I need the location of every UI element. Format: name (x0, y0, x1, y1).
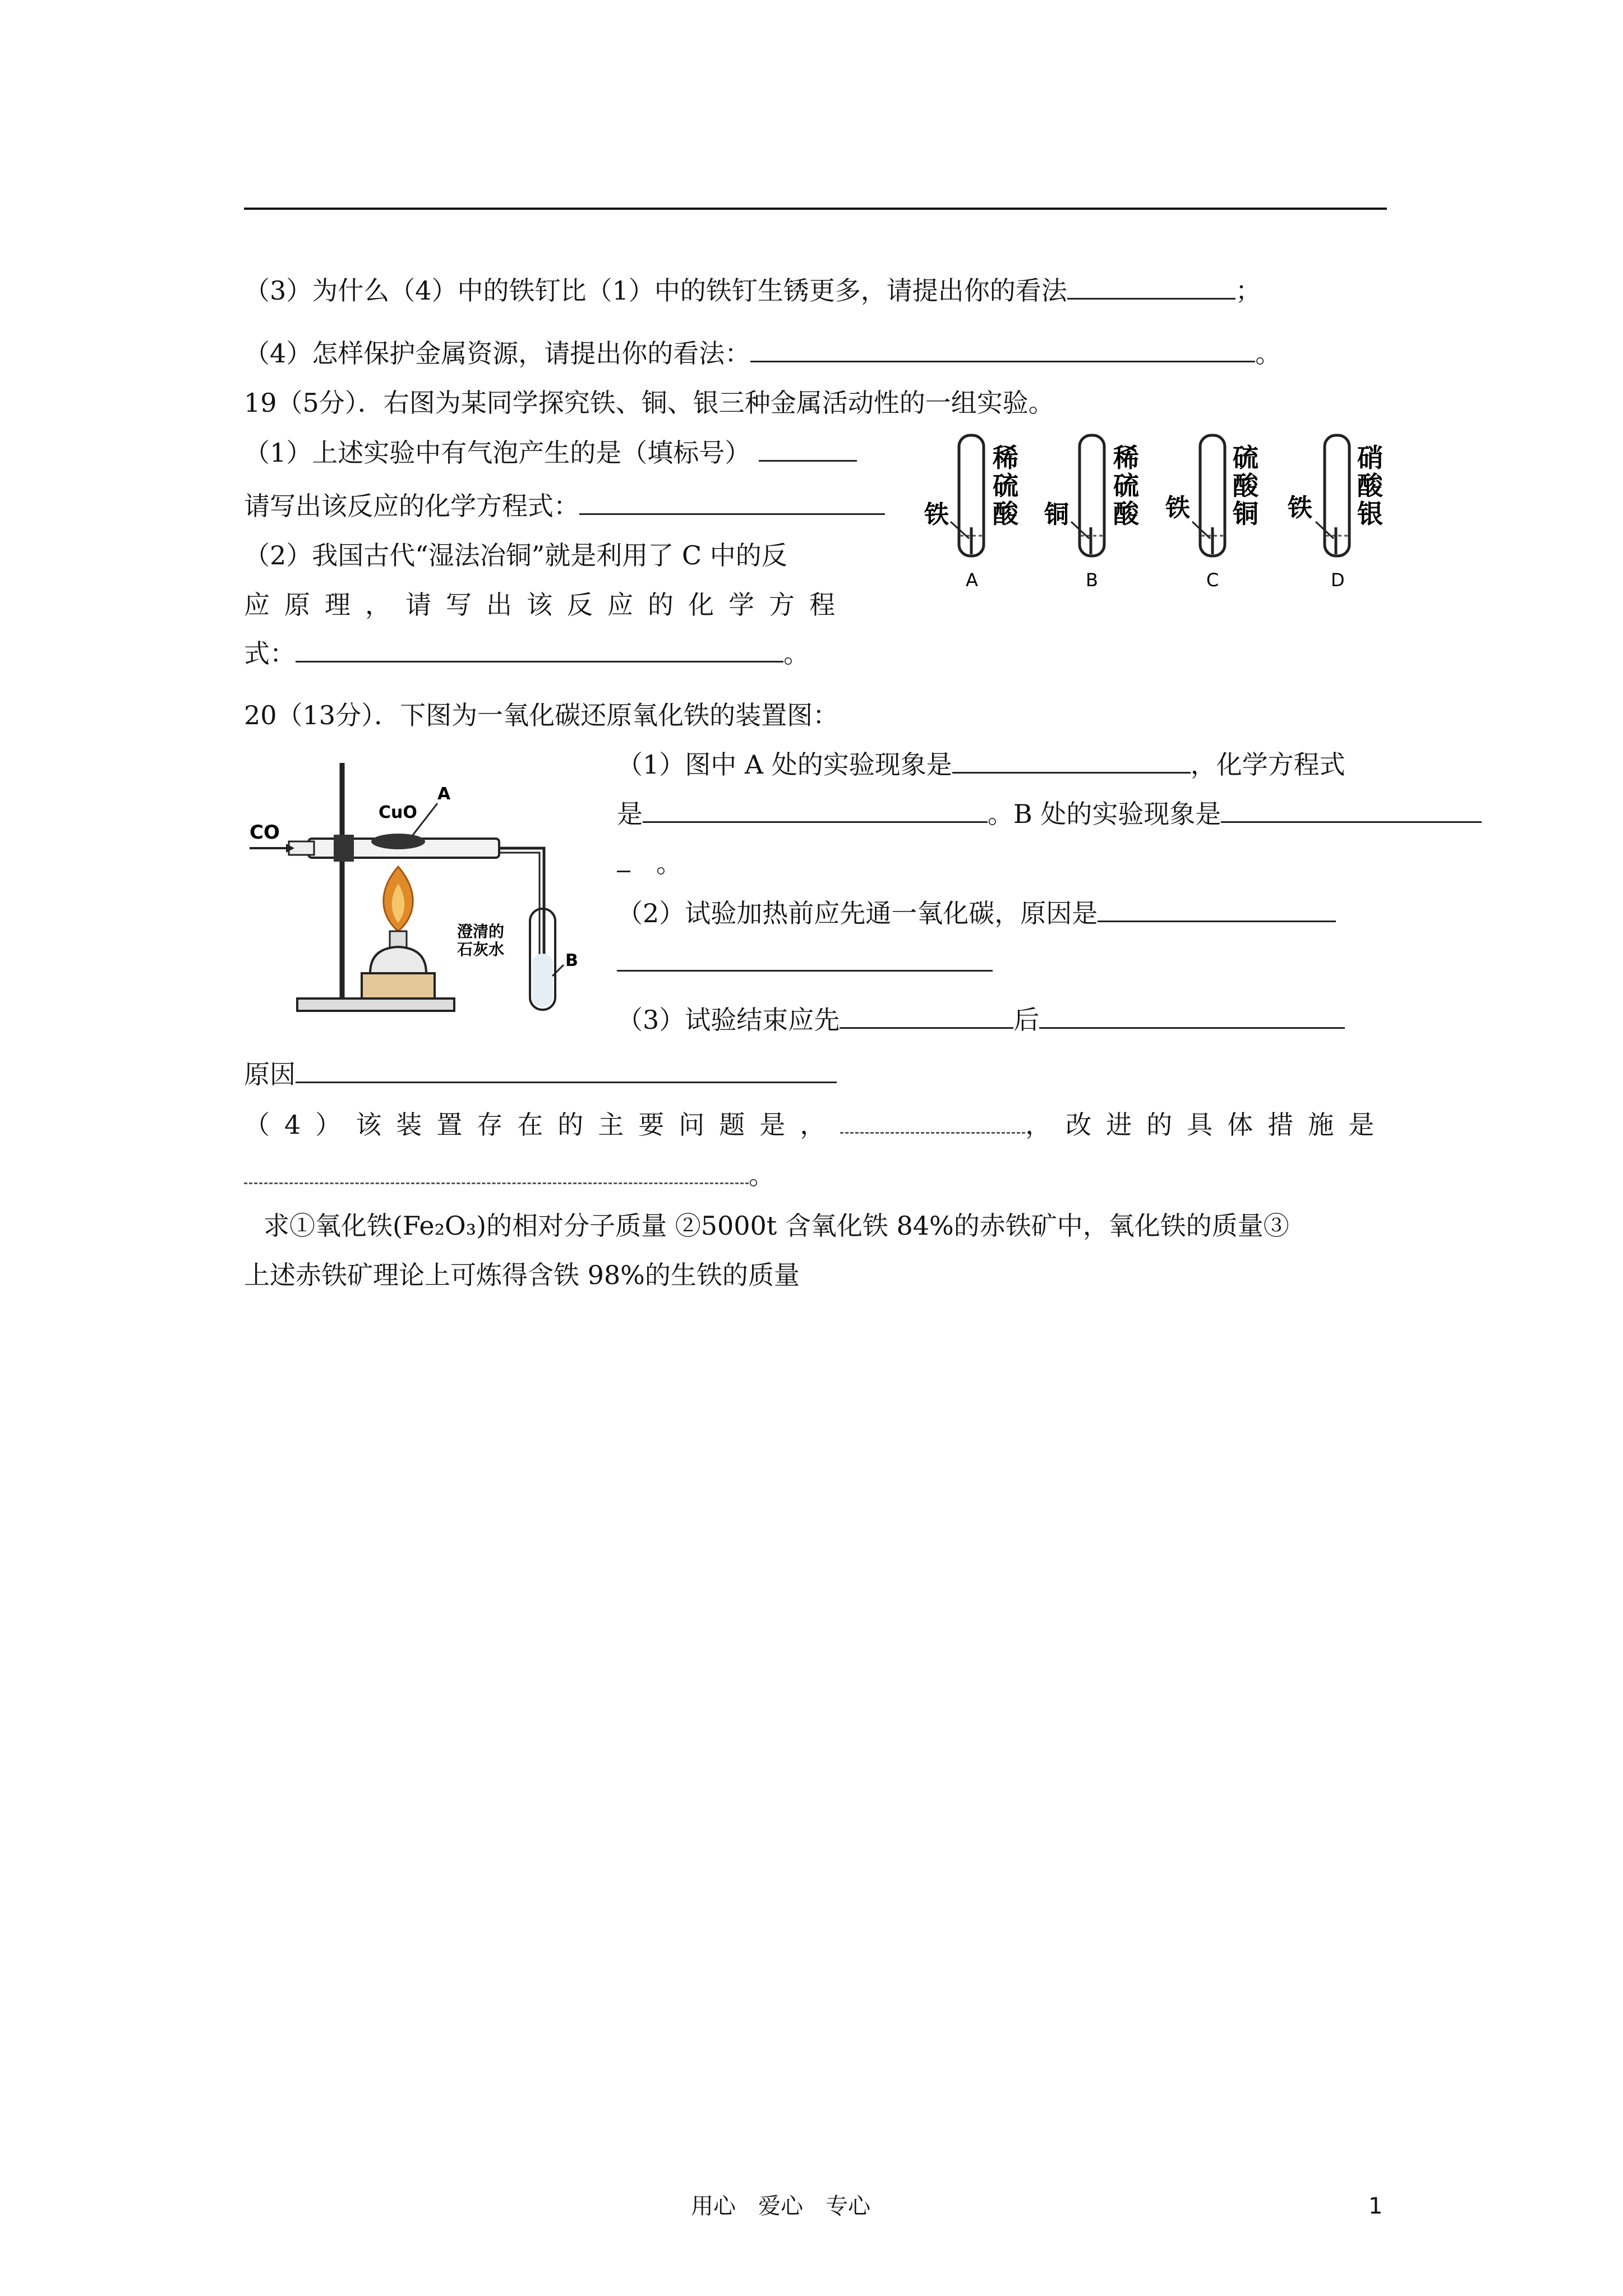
point-b-label: B (565, 951, 578, 970)
q19-part2-line3: 式： 。 (244, 638, 809, 669)
q20-part2-cont (617, 946, 993, 979)
tube-A-label: A (966, 569, 978, 591)
q19-part1: （1）上述实验中有气泡产生的是（填标号） (244, 436, 857, 470)
q20-part4: （4）该装置存在的主要问题是， ，改进的具体措施是 (244, 1110, 1389, 1140)
page-number: 1 (1368, 2193, 1383, 2219)
tube-B-sol-3: 酸 (1113, 499, 1139, 529)
q18-part4-blank[interactable] (750, 338, 1255, 362)
test-tube-figure (920, 432, 1402, 595)
tube-B-label: B (1086, 569, 1098, 591)
tube-D-metal: 铁 (1288, 494, 1312, 522)
footer-motto: 用心 爱心 专心 (691, 2193, 870, 2219)
q19-title: 19（5分）．右图为某同学探究铁、铜、银三种金属活动性的一组实验。 (244, 388, 1054, 418)
q20-part3-first-blank[interactable] (840, 1005, 1013, 1029)
q21-line2: 上述赤铁矿理论上可炼得含铁 98%的生铁的质量 (244, 1260, 800, 1290)
tube-C-sol-1: 硫 (1233, 443, 1258, 473)
tube-D (1287, 435, 1384, 591)
q18-part3: （3）为什么（4）中的铁钉比（1）中的铁钉生锈更多，请提出你的看法 ； (244, 275, 1261, 306)
q20-title: 20（13分）．下图为一氧化碳还原氧化铁的装置图： (244, 700, 839, 730)
q19-equation-blank[interactable] (579, 491, 885, 515)
q18-part3-blank[interactable] (1067, 275, 1235, 300)
alcohol-lamp (370, 947, 426, 973)
q20-equation-blank[interactable] (643, 799, 988, 823)
tube-B-metal: 铜 (1044, 500, 1069, 529)
wood-block (362, 973, 435, 999)
q20-b-phenomenon-blank[interactable] (1221, 799, 1482, 823)
header-rule (244, 208, 1387, 210)
q20-part2-blank[interactable] (1098, 898, 1336, 922)
tube-B-sol-2: 硫 (1113, 471, 1139, 501)
tube-C (1165, 435, 1259, 591)
tube-C-label: C (1206, 569, 1219, 591)
tube-D-label: D (1331, 569, 1345, 591)
tube-A-metal: 铁 (924, 500, 949, 529)
tube-B (1044, 435, 1140, 591)
q20-measure-blank[interactable] (244, 1160, 749, 1184)
tube-D-sol-3: 银 (1357, 499, 1383, 529)
q20-part3: （3）试验结束应先 后 (617, 1003, 1345, 1037)
tube-D-sol-1: 硝 (1357, 443, 1383, 473)
co-label: CO (250, 821, 280, 844)
q19-part2-line1: （2）我国古代“湿法冶铜”就是利用了 C 中的反 (244, 540, 787, 570)
q20-b-phenomenon-blank-cont[interactable] (617, 848, 630, 872)
tube-A-sol-1: 稀 (993, 443, 1018, 473)
q20-part1-line1: （1）图中 A 处的实验现象是 ，化学方程式 (617, 749, 1345, 780)
tube-A-sol-2: 硫 (993, 471, 1018, 501)
q21-line1: 求①氧化铁(Fe₂O₃)的相对分子质量 ②5000t 含氧化铁 84%的赤铁矿中，氧化铁的质量③ (264, 1211, 1289, 1241)
q20-reason: 原因 (244, 1057, 837, 1091)
tube-A-sol-3: 酸 (993, 499, 1018, 529)
limewater (532, 954, 553, 1007)
q20-part3-second-blank[interactable] (1039, 1005, 1345, 1029)
cuo-label: CuO (379, 803, 417, 822)
tube-C-sol-3: 铜 (1233, 499, 1258, 529)
tube-D-sol-2: 酸 (1357, 471, 1383, 501)
q20-a-phenomenon-blank[interactable] (952, 749, 1191, 774)
stand-base (297, 999, 454, 1011)
tube-C-sol-2: 酸 (1233, 471, 1258, 501)
limewater-label-2: 石灰水 (457, 940, 505, 959)
q20-part2-blank-cont[interactable] (617, 947, 993, 972)
tube-A (924, 435, 1019, 591)
point-a-label: A (437, 784, 451, 804)
limewater-label-1: 澄清的 (457, 922, 505, 941)
burner-neck (390, 931, 407, 948)
q18-part4: （4）怎样保护金属资源，请提出你的看法： 。 (244, 338, 1281, 369)
q20-part1-line2: 是 。B 处的实验现象是 (617, 797, 1482, 831)
tube-C-metal: 铁 (1165, 494, 1190, 522)
q20-problem-blank[interactable] (840, 1110, 1025, 1134)
q19-part1-blank[interactable] (759, 438, 857, 462)
cuo-powder (371, 834, 425, 849)
q19-part1-equation: 请写出该反应的化学方程式： (244, 489, 885, 523)
clamp (334, 835, 354, 862)
q20-reason-blank[interactable] (296, 1059, 837, 1083)
q19-part2-blank[interactable] (296, 638, 783, 662)
co-reduction-apparatus (247, 752, 594, 1021)
q20-part1-line3: 。 (617, 846, 682, 880)
q20-part2: （2）试验加热前应先通一氧化碳，原因是 (617, 896, 1336, 930)
tube-B-sol-1: 稀 (1113, 443, 1139, 473)
q20-part4-cont: 。 (244, 1158, 774, 1192)
q19-part2-line2: 应原理，请写出该反应的化学方程 (244, 590, 850, 620)
